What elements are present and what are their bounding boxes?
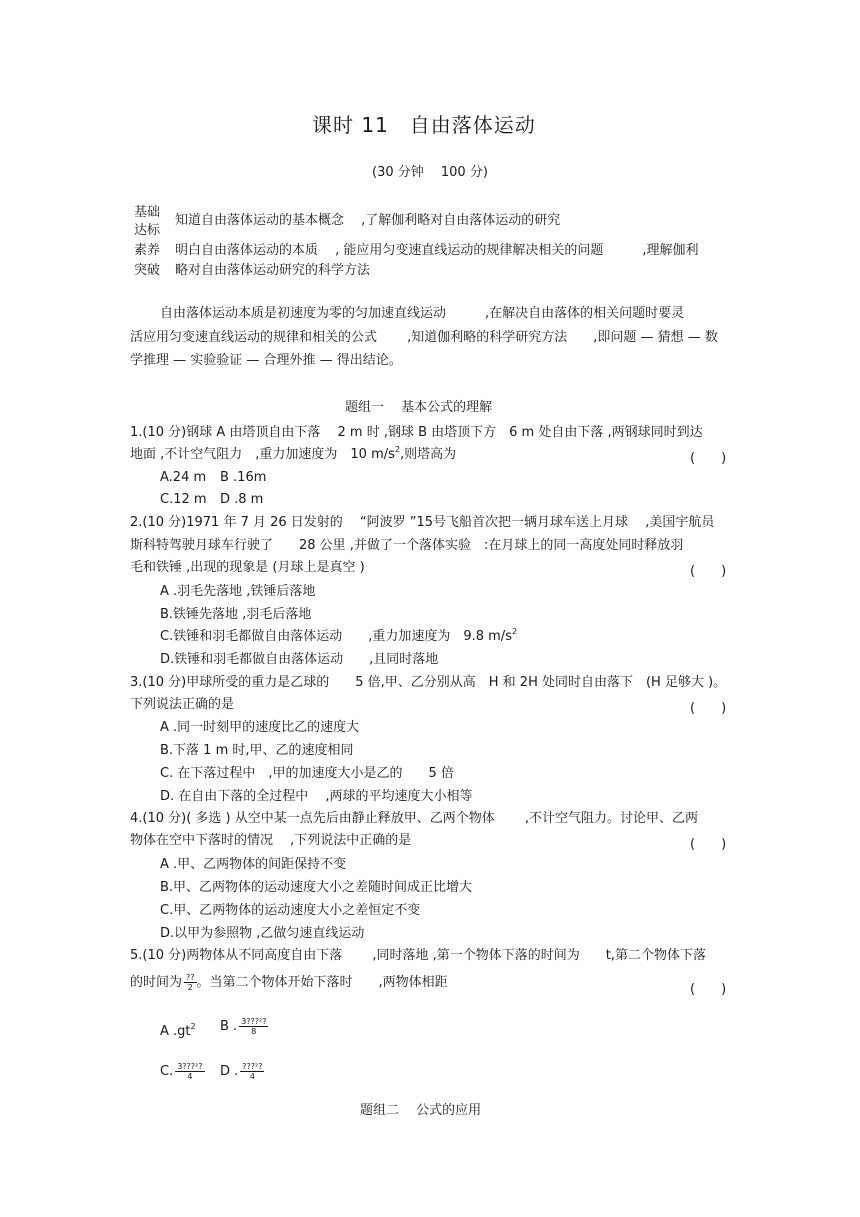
q2-option-b[interactable]: B.铁锤先落地 ,羽毛后落地	[160, 607, 312, 622]
q4-option-d[interactable]: D.以甲为参照物 ,乙做匀速直线运动	[160, 926, 365, 941]
q2-option-c[interactable]: C.铁锤和羽毛都做自由落体运动 ,重力加速度为 9.8 $m/s^2$	[160, 627, 518, 644]
q5-fraction: $\frac{??}{2}$	[186, 973, 195, 992]
q3-option-a[interactable]: A .同一时刻甲的速度比乙的速度大	[160, 720, 360, 735]
goal-text-advanced-2: 略对自由落体运动研究的科学方法	[175, 263, 371, 278]
q4-answer-bracket[interactable]: ( )	[690, 837, 727, 852]
group1-heading: 题组一 基本公式的理解	[345, 400, 493, 415]
q3-answer-bracket[interactable]: ( )	[690, 701, 727, 716]
q5-line-1: 5.(10 分)两物体从不同高度自由下落 ,同时落地 ,第一个物体下落的时间为 t,第二个物体下落	[130, 948, 706, 963]
intro-line-2: 活应用匀变速直线运动的规律和相关的公式 ,知道伽利略的科学研究方法 ,即问题 — 猜想 — 数	[130, 330, 718, 345]
goal-text-basic: 知道自由落体运动的基本概念 ,了解伽利略对自由落体运动的研究	[175, 213, 561, 228]
q3-option-d[interactable]: D. 在自由下落的全过程中 ,两球的平均速度大小相等	[160, 789, 473, 804]
q4-line-2: 物体在空中下落时的情况 ,下列说法中正确的是	[130, 833, 412, 848]
goal-text-advanced-1: 明白自由落体运动的本质 , 能应用匀变速直线运动的规律解决相关的问题 ,理解伽利	[175, 243, 699, 258]
q1-option-b[interactable]: B .16m	[220, 470, 267, 485]
q1-line-2: 地面 ,不计空气阻力 ,重力加速度为 10 $m/s^2$,则塔高为	[130, 445, 457, 462]
q4-line-1: 4.(10 分)( 多选 ) 从空中某一点先后由静止释放甲、乙两个物体 ,不计空气阻力。讨论甲、乙两	[130, 811, 699, 826]
q2-option-a[interactable]: A .羽毛先落地 ,铁锤后落地	[160, 584, 316, 599]
q5-option-c[interactable]: C. $\frac{\text{3???²?}}{4}$	[160, 1062, 203, 1081]
q3-line-2: 下列说法正确的是	[130, 697, 235, 712]
q1-option-d[interactable]: D .8 m	[220, 492, 264, 507]
q3-option-b[interactable]: B.下落 1 m 时,甲、乙的速度相同	[160, 743, 354, 758]
q5-option-d[interactable]: D . $\frac{\text{???²?}}{4}$	[220, 1062, 263, 1081]
group2-heading: 题组二 公式的应用	[360, 1103, 482, 1118]
q2-answer-bracket[interactable]: ( )	[690, 564, 727, 579]
q5-answer-bracket[interactable]: ( )	[690, 982, 727, 997]
q5-line-2: 的时间为 $\frac{??}{2}$ 。当第二个物体开始下落时 ,两物体相距	[130, 973, 448, 992]
q1-option-a[interactable]: A.24 m	[160, 470, 207, 485]
q2-line-2: 斯科特驾驶月球车行驶了 28 公里 ,并做了一个落体实验 :在月球上的同一高度处同时释放羽	[130, 538, 684, 553]
goal-label-basic-1: 基础	[134, 205, 161, 220]
goal-label-basic-2: 达标	[134, 223, 161, 238]
q4-option-b[interactable]: B.甲、乙两物体的运动速度大小之差随时间成正比增大	[160, 880, 473, 895]
q5-option-b[interactable]: B . $\frac{\text{3???²?}}{8}$	[220, 1017, 267, 1036]
q3-option-c[interactable]: C. 在下落过程中 ,甲的加速度大小是乙的 5 倍	[160, 766, 454, 781]
q3-line-1: 3.(10 分)甲球所受的重力是乙球的 5 倍,甲、乙分别从高 H 和 2H 处同时自由落下 (H 足够大 )。	[130, 675, 727, 690]
goal-label-advanced-2: 突破	[134, 263, 161, 278]
q2-line-3: 毛和铁锤 ,出现的现象是 (月球上是真空 )	[130, 560, 365, 575]
q1-option-c[interactable]: C.12 m	[160, 492, 207, 507]
page-title: 课时 11 自由落体运动	[312, 113, 536, 137]
goal-label-advanced-1: 素养	[134, 243, 161, 258]
intro-line-1: 自由落体运动本质是初速度为零的匀加速直线运动 ,在解决自由落体的相关问题时要灵	[160, 306, 685, 321]
q5-option-a[interactable]: A $.gt^2$	[160, 1022, 196, 1039]
q2-option-d[interactable]: D.铁锤和羽毛都做自由落体运动 ,且同时落地	[160, 652, 439, 667]
q2-line-1: 2.(10 分)1971 年 7 月 26 日发射的 “阿波罗 ”15号飞船首次把一辆月球车送上月球 ,美国宇航员	[130, 515, 715, 530]
q4-option-c[interactable]: C.甲、乙两物体的运动速度大小之差恒定不变	[160, 903, 421, 918]
q4-option-a[interactable]: A .甲、乙两物体的间距保持不变	[160, 857, 347, 872]
page-subtitle: (30 分钟 100 分)	[372, 165, 488, 180]
q1-line-1: 1.(10 分)钢球 A 由塔顶自由下落 2 m 时 ,钢球 B 由塔顶下方 6 m 处自由下落 ,两钢球同时到达	[130, 425, 703, 440]
q1-answer-bracket[interactable]: ( )	[690, 451, 727, 466]
intro-line-3: 学推理 — 实验验证 — 合理外推 — 得出结论。	[130, 353, 402, 368]
